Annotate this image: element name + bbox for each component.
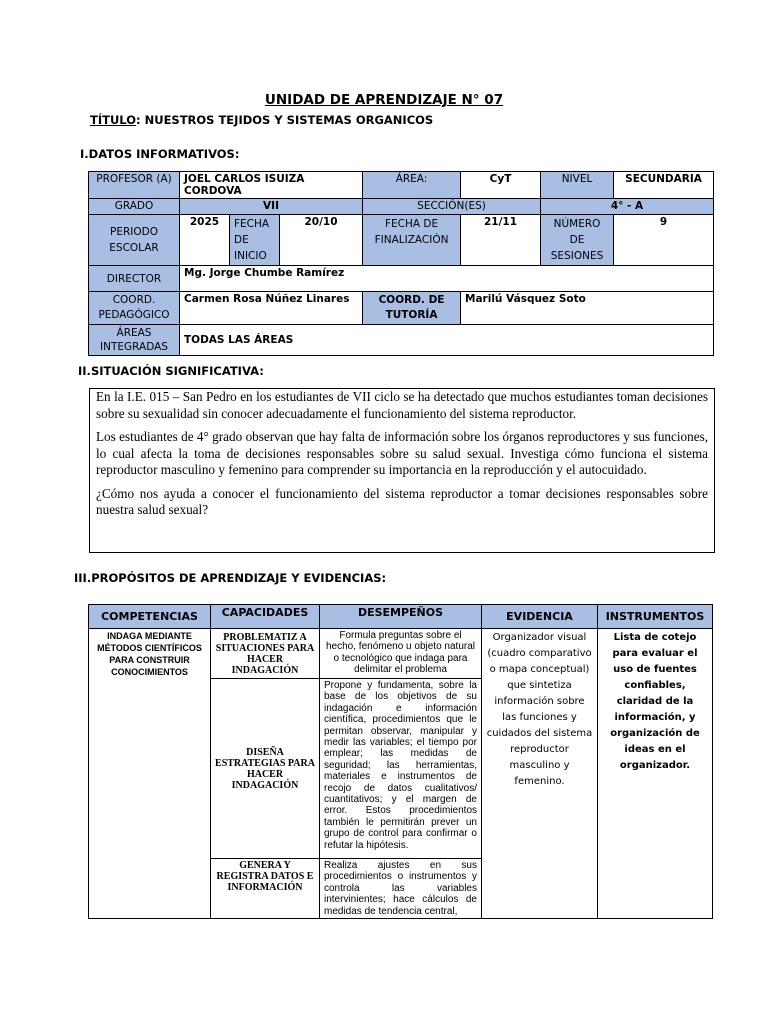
fecha-inicio-value: 20/10 [280, 215, 363, 266]
director-value: Mg. Jorge Chumbe Ramírez [180, 266, 714, 292]
col-instrumentos-header: INSTRUMENTOS [598, 605, 713, 629]
seccion-label: SECCIÓN(ES) [363, 199, 541, 215]
sesiones-label: NÚMERO DE SESIONES [541, 215, 614, 266]
situacion-paragraph-2: Los estudiantes de 4° grado observan que hay falta de información sobre los órganos reproductores y sus funciones, lo cual afecta la toma de decisiones responsables sobre su salud sexual. Investiga cómo funciona el sistema reproductor masculino y femenino para comprender su importancia en la reproducción y el autocuidado. [96, 429, 708, 477]
areas-integradas-label: ÁREAS INTEGRADAS [89, 325, 180, 356]
coord-tutoria-label: COORD. DE TUTORÍA [363, 292, 461, 325]
nivel-value: SECUNDARIA [614, 172, 714, 199]
col-capacidades-header: CAPACIDADES [211, 605, 320, 629]
coord-tutoria-value: Marilú Vásquez Soto [461, 292, 714, 325]
situacion-paragraph-3: ¿Cómo nos ayuda a conocer el funcionamiento del sistema reproductor a tomar decisiones responsables sobre nuestra salud sexual? [96, 485, 708, 517]
propositos-table [88, 604, 713, 919]
situacion-significativa-box [89, 388, 715, 553]
fecha-inicio-label: FECHA DE INICIO [230, 215, 280, 266]
fecha-fin-label: FECHA DE FINALIZACIÓN [363, 215, 461, 266]
competencia-cell: INDAGA MEDIANTE MÉTODOS CIENTÍFICOS PARA CONSTRUIR CONOCIMIENTOS [89, 629, 211, 919]
capacidad-1: PROBLEMATIZ A SITUACIONES PARA HACER INDAGACIÓN [211, 629, 320, 679]
coord-pedagogico-value: Carmen Rosa Núñez Linares [180, 292, 363, 325]
desempeno-3: Realiza ajustes en sus procedimientos o instrumentos y controla las variables intervinientes; hace cálculos de medidas de tendencia central, [320, 859, 482, 919]
area-value: CyT [461, 172, 541, 199]
section-2-number: II. [78, 364, 91, 378]
subtitle-label: TÍTULO [90, 113, 136, 127]
areas-integradas-value: TODAS LAS ÁREAS [180, 325, 714, 356]
col-desempenos-header: DESEMPEÑOS [320, 605, 482, 629]
col-evidencia-header: EVIDENCIA [482, 605, 598, 629]
col-competencias-header: COMPETENCIAS [89, 605, 211, 629]
desempeno-1: Formula preguntas sobre el hecho, fenómeno u objeto natural o tecnológico que indaga para delimitar el problema [320, 629, 482, 679]
subtitle-value: : NUESTROS TEJIDOS Y SISTEMAS ORGANICOS [136, 113, 434, 127]
capacidad-2: DISEÑA ESTRATEGIAS PARA HACER INDAGACIÓN [211, 679, 320, 859]
document-title: UNIDAD DE APRENDIZAJE N° 07 [264, 92, 504, 108]
profesor-value: JOEL CARLOS ISUIZA CORDOVA [180, 172, 363, 199]
section-1-heading [80, 147, 239, 161]
seccion-value: 4° - A [541, 199, 714, 215]
section-1-number: I. [80, 147, 89, 161]
periodo-value: 2025 [180, 215, 230, 266]
periodo-label: PERIODO ESCOLAR [89, 215, 180, 266]
desempeno-2: Propone y fundamenta, sobre la base de los objetivos de su indagación e información científica, procedimientos que le permitan observar, manipular y medir las variables; el tiempo por emplear; las medidas de seguridad; las herramientas, materiales e instrumentos de recojo de datos cualitativos/ cuantitativos; y el margen de error. Estos procedimientos también le permitirán prever un grupo de control para confirmar o refutar la hipótesis. [320, 679, 482, 859]
section-3-title: PROPÓSITOS DE APRENDIZAJE Y EVIDENCIAS: [91, 571, 387, 585]
capacidad-3: GENERA Y REGISTRA DATOS E INFORMACIÓN [211, 859, 320, 919]
nivel-label: NIVEL [541, 172, 614, 199]
section-2-heading [78, 364, 264, 378]
section-3-number: III. [74, 571, 92, 585]
section-2-title: SITUACIÓN SIGNIFICATIVA: [90, 364, 264, 378]
coord-pedagogico-label: COORD. PEDAGÓGICO [89, 292, 180, 325]
section-1-title: DATOS INFORMATIVOS: [88, 147, 240, 161]
datos-informativos-table [88, 171, 714, 356]
evidencia-cell: Organizador visual (cuadro comparativo o mapa conceptual) que sintetiza información sobre las funciones y cuidados del sistema reproductor masculino y femenino. [482, 629, 598, 919]
sesiones-value: 9 [614, 215, 714, 266]
section-3-heading [74, 571, 386, 585]
grado-label: GRADO [89, 199, 180, 215]
document-subtitle [90, 113, 433, 127]
area-label: ÁREA: [363, 172, 461, 199]
instrumentos-cell: Lista de cotejo para evaluar el uso de fuentes confiables, claridad de la información, y organización de ideas en el organizador. [598, 629, 713, 919]
grado-value: VII [180, 199, 363, 215]
fecha-fin-value: 21/11 [461, 215, 541, 266]
director-label: DIRECTOR [89, 266, 180, 292]
profesor-label: PROFESOR (A) [89, 172, 180, 199]
situacion-paragraph-1: En la I.E. 015 – San Pedro en los estudiantes de VII ciclo se ha detectado que muchos estudiantes toman decisiones sobre su sexualidad sin conocer adecuadamente el funcionamiento del sistema reproductor. [96, 389, 708, 421]
